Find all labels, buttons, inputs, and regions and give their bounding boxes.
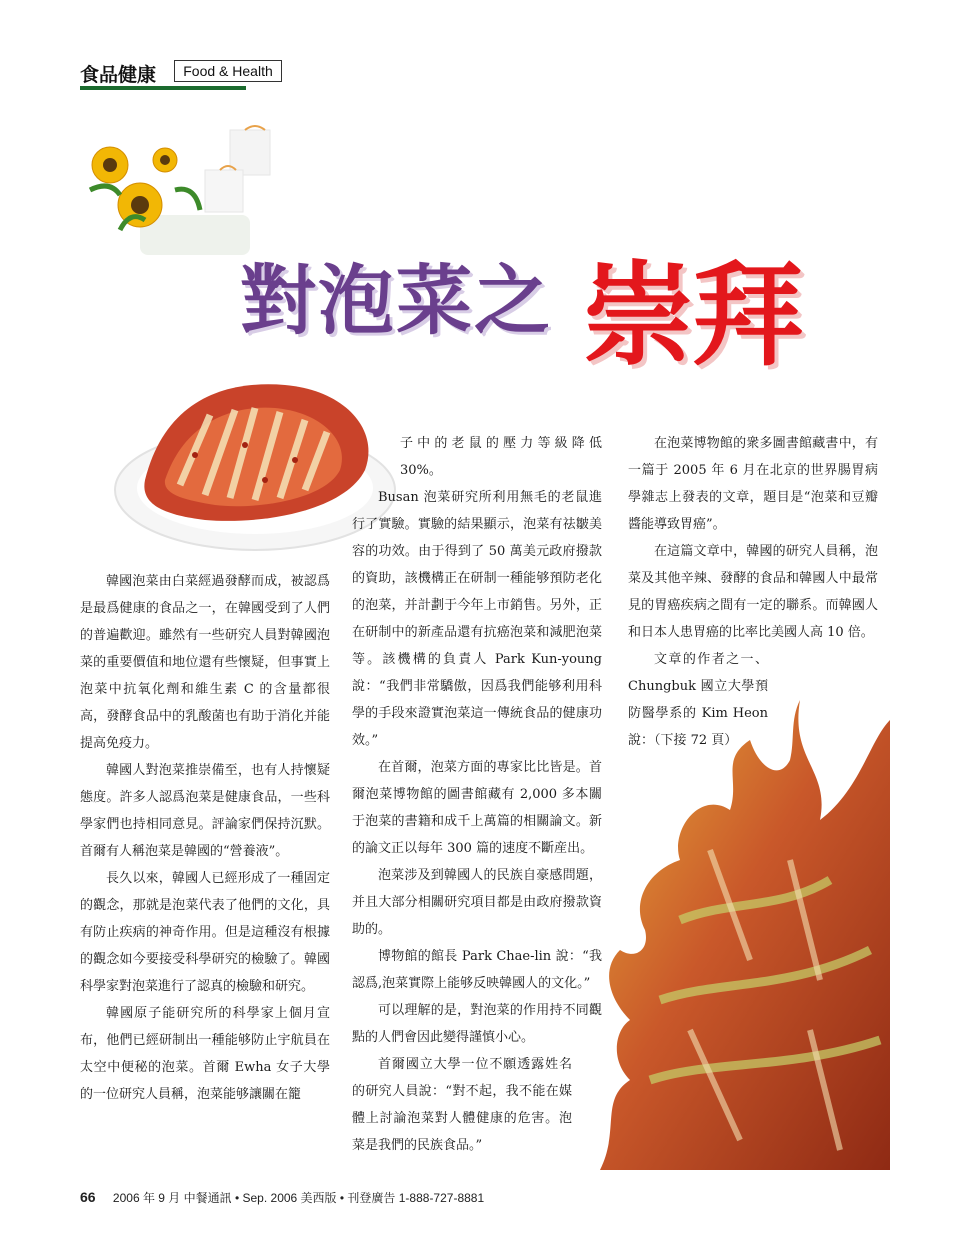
paragraph: 韓國人對泡菜推崇備至，也有人持懷疑態度。許多人認爲泡菜是健康食品，一些科學家們也持相同意見。評論家們保持沉默。首爾有人稱泡菜是韓國的“營養液”。 — [80, 763, 330, 859]
paragraph: 在泡菜博物館的衆多圖書館藏書中，有一篇于 2005 年 6 月在北京的世界腸胃病學雜志上發表的文章，題目是“泡菜和豆瓣醬能導致胃癌”。 — [628, 436, 878, 532]
article-column-1 — [80, 568, 330, 1108]
paragraph: 子中的老鼠的壓力等級降低 30%。 — [400, 436, 602, 478]
kimchi-flame-image — [590, 700, 890, 1170]
page-number: 66 — [80, 1189, 96, 1205]
paragraph: 韓國泡菜由白菜經過發酵而成，被認爲是最爲健康的食品之一，在韓國受到了人們的普遍歡迎。雖然有一些研究人員對韓國泡菜的重要價值和地位還有些懷疑，但事實上泡菜中抗氧化劑和維生素 C 的含量都很高，發酵食品中的乳酸菌也有助于消化并能提高免疫力。 — [80, 574, 330, 751]
paragraph: 首爾國立大學一位不願透露姓名的研究人員說：“對不起，我不能在媒體上討論泡菜對人體健康的危害。泡菜是我們的民族食品。” — [352, 1057, 572, 1153]
paragraph: 博物館的館長 Park Chae-lin 說：“我認爲,泡菜實際上能够反映韓國人的文化。” — [352, 949, 602, 991]
section-underline-bar — [80, 86, 246, 90]
issue-info: 2006 年 9 月 中餐通訊 • Sep. 2006 美西版 • 刊登廣告 1-888-727-8881 — [112, 1191, 485, 1205]
paragraph: 在這篇文章中，韓國的研究人員稱，泡菜及其他辛辣、發酵的食品和韓國人中最常見的胃癌疾病之間有一定的聯系。而韓國人和日本人患胃癌的比率比美國人高 10 倍。 — [628, 544, 878, 640]
page-footer — [80, 1189, 484, 1206]
article-column-2 — [352, 430, 602, 1159]
sunflower-decoration-image — [80, 120, 310, 260]
section-title: 食品健康 — [80, 64, 157, 86]
paragraph: 可以理解的是，對泡菜的作用持不同觀點的人們會因此變得謹慎小心。 — [352, 1003, 602, 1045]
paragraph: Busan 泡菜研究所利用無毛的老鼠進行了實驗。實驗的結果顯示，泡菜有祛皺美容的功效。由于得到了 50 萬美元政府撥款的資助，該機構正在研制一種能够預防老化的泡菜，并計劃于今年上市銷售。另外，正在研制中的新產品還有抗癌泡菜和減肥泡菜等。該機構的負責人 Park Kun-young 說：“我們非常驕傲，因爲我們能够利用科學的手段來證實泡菜這一傳統食品的健康功效。” — [352, 490, 602, 748]
article-column-3 — [628, 430, 878, 754]
paragraph: 文章的作者之一、 Chungbuk 國立大學預防醫學系的 Kim Heon 說：（下接 72 頁） — [628, 652, 768, 748]
paragraph: 長久以來，韓國人已經形成了一種固定的觀念，那就是泡菜代表了他們的文化，具有防止疾病的神奇作用。但是這種沒有根據的觀念如今要接受科學研究的檢驗了。韓國科學家對泡菜進行了認真的檢驗和研究。 — [80, 871, 330, 994]
article-title-part1: 對泡菜之 — [240, 256, 552, 345]
article-title-part2: 崇拜 — [582, 250, 802, 381]
paragraph: 韓國原子能研究所的科學家上個月宣布，他們已經研制出一種能够防止宇航員在太空中便秘的泡菜。首爾 Ewha 女子大學的一位研究人員稱，泡菜能够讓關在籠 — [80, 1006, 330, 1102]
section-tag: Food & Health — [174, 60, 282, 82]
paragraph: 在首爾，泡菜方面的專家比比皆是。首爾泡菜博物館的圖書館藏有 2,000 多本關于泡菜的書籍和成千上萬篇的相關論文。新的論文正以每年 300 篇的速度不斷産出。 — [352, 760, 602, 856]
paragraph: 泡菜涉及到韓國人的民族自豪感問題，并且大部分相關研究項目都是由政府撥款資助的。 — [352, 868, 602, 937]
